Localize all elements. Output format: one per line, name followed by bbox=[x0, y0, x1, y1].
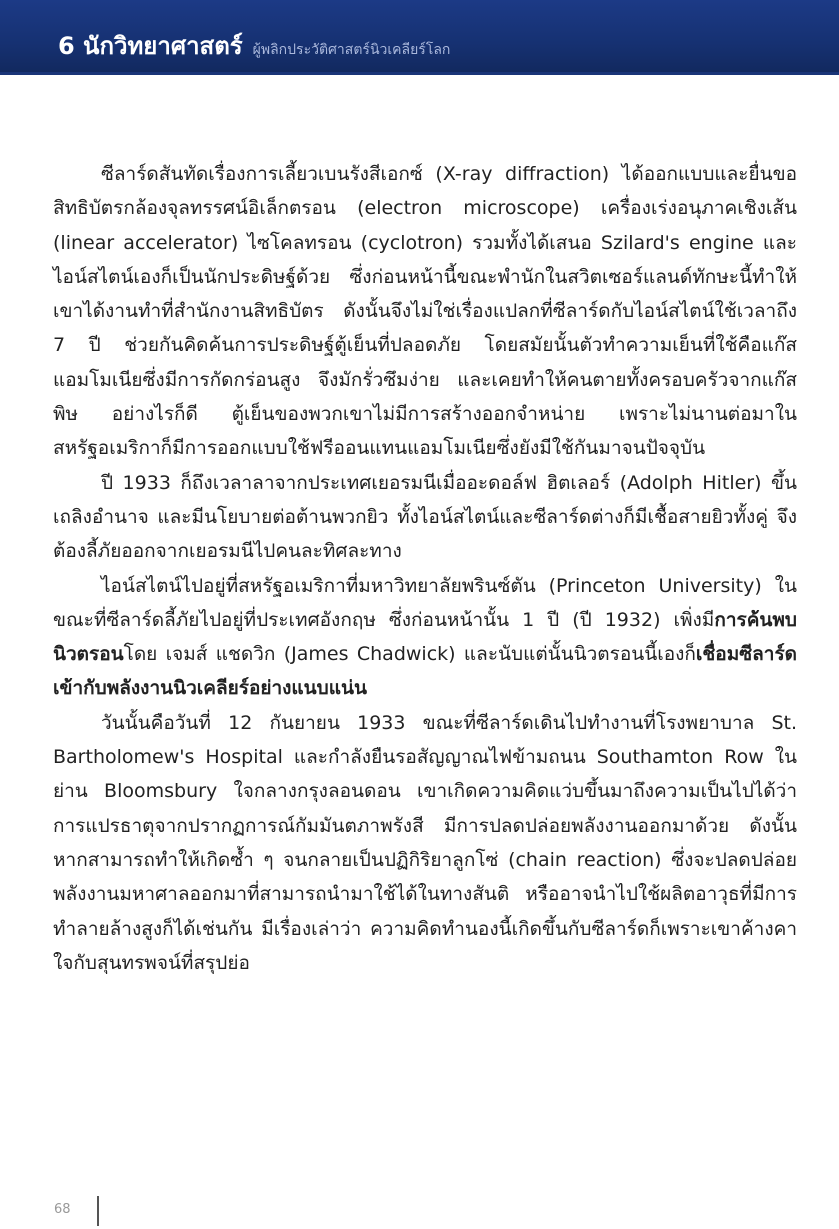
chapter-header bbox=[58, 26, 450, 66]
page-number: 68 bbox=[54, 1202, 71, 1217]
chapter-header-band bbox=[0, 0, 839, 72]
paragraph-3-text-a: ไอน์สไตน์ไปอยู่ที่สหรัฐอเมริกาที่มหาวิทยาลัยพรินซ์ตัน (Princeton University) ในขณะที่ซีลาร์ดลี้ภัยไปอยู่ที่ประเทศอังกฤษ ซึ่งก่อนหน้านั้น 1 ปี (ปี 1932) เพิ่งมี bbox=[53, 574, 797, 631]
footer-divider bbox=[97, 1196, 99, 1226]
paragraph-4: วันนั้นคือวันที่ 12 กันยายน 1933 ขณะที่ซีลาร์ดเดินไปทำงานที่โรงพยาบาล St. Bartholomew's Hospital และกำลังยืนรอสัญญาณไฟข้ามถนน Southamton Row ในย่าน Bloomsbury ใจกลางกรุงลอนดอน เขาเกิดความคิดแว่บขึ้นมาถึงความเป็นไปได้ว่า การแปรธาตุจากปรากฏการณ์กัมมันตภาพรังสี มีการปลดปล่อยพลังงานออกมาด้วย ดังนั้น หากสามารถทำให้เกิดซ้ำ ๆ จนกลายเป็นปฏิกิริยาลูกโซ่ (chain reaction) ซึ่งจะปลดปล่อยพลังงานมหาศาลออกมาที่สามารถนำมาใช้ได้ในทางสันติ หรืออาจนำไปใช้ผลิตอาวุธที่มีการทำลายล้างสูงก็ได้เช่นกัน มีเรื่องเล่าว่า ความคิดทำนองนี้เกิดขึ้นกับซีลาร์ดก็เพราะเขาค้างคาใจกับสุนทรพจน์ที่สรุปย่อ bbox=[53, 711, 797, 974]
nuclear-link-emphasis: เชื่อมซีลาร์ดเข้ากับพลังงานนิวเคลียร์อย่างแนบแน่น bbox=[53, 643, 797, 700]
neutron-discovery-emphasis: การค้นพบนิวตรอน bbox=[53, 608, 797, 666]
header-divider bbox=[0, 72, 839, 75]
chapter-title: 6 นักวิทยาศาสตร์ bbox=[58, 32, 243, 60]
paragraph-2: ปี 1933 ก็ถึงเวลาลาจากประเทศเยอรมนีเมื่ออะดอล์ฟ ฮิตเลอร์ (Adolph Hitler) ขึ้นเถลิงอำนาจ และมีนโยบายต่อต้านพวกยิว ทั้งไอน์สไตน์และซีลาร์ดต่างก็มีเชื้อสายยิวทั้งคู่ จึงต้องลี้ภัยออกจากเยอรมนีไปคนละทิศละทาง bbox=[53, 471, 797, 563]
paragraph-3-text-b: โดย เจมส์ แชดวิก (James Chadwick) และนับแต่นั้นนิวตรอนนี้เองก็ bbox=[123, 643, 696, 666]
page-footer bbox=[54, 1196, 99, 1226]
paragraph-1: ซีลาร์ดสันทัดเรื่องการเลี้ยวเบนรังสีเอกซ์ (X-ray diffraction) ได้ออกแบบและยื่นขอสิทธิบัตรกล้องจุลทรรศน์อิเล็กตรอน (electron microscope) เครื่องเร่งอนุภาคเชิงเส้น (linear accelerator) ไซโคลทรอน (cyclotron) รวมทั้งได้เสนอ Szilard's engine และไอน์สไตน์เองก็เป็นนักประดิษฐ์ด้วย ซึ่งก่อนหน้านี้ขณะพำนักในสวิตเซอร์แลนด์ทักษะนี้ทำให้เขาได้งานทำที่สำนักงานสิทธิบัตร ดังนั้นจึงไม่ใช่เรื่องแปลกที่ซีลาร์ดกับไอน์สไตน์ใช้เวลาถึง 7 ปี ช่วยกันคิดค้นการประดิษฐ์ตู้เย็นที่ปลอดภัย โดยสมัยนั้นตัวทำความเย็นที่ใช้คือแก๊สแอมโมเนียซึ่งมีการกัดกร่อนสูง จึงมักรั่วซึมง่าย และเคยทำให้คนตายทั้งครอบครัวจากแก๊สพิษ อย่างไรก็ดี ตู้เย็นของพวกเขาไม่มีการสร้างออกจำหน่าย เพราะไม่นานต่อมาในสหรัฐอเมริกาก็มีการออกแบบใช้ฟรีออนแทนแอมโมเนียซึ่งยังมีใช้กันมาจนปัจจุบัน bbox=[53, 163, 797, 460]
body-text bbox=[53, 157, 797, 980]
paragraph-3 bbox=[53, 569, 797, 706]
chapter-subtitle: ผู้พลิกประวัติศาสตร์นิวเคลียร์โลก bbox=[252, 42, 451, 58]
